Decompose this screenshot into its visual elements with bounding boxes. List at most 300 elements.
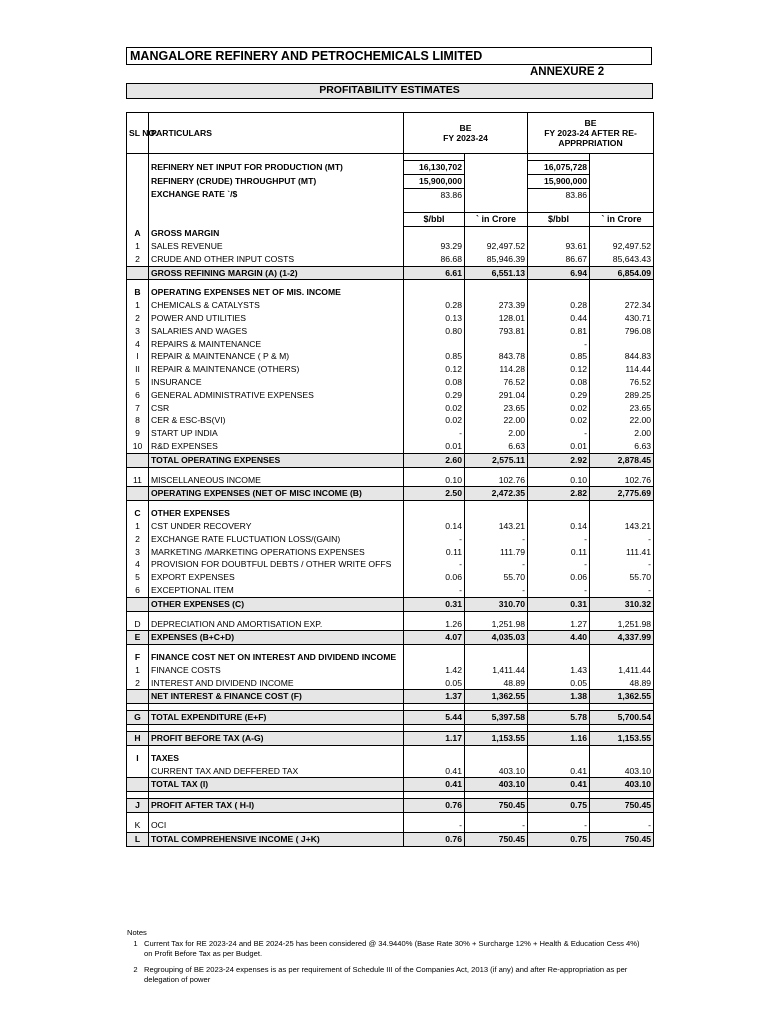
row-be-bbl: 0.80	[445, 325, 462, 336]
table-row	[127, 325, 654, 338]
row-be-bbl	[404, 651, 465, 664]
row-label: SALES REVENUE	[149, 240, 404, 253]
row-sl: 4	[127, 558, 149, 571]
row-re-bbl: 93.61	[565, 240, 588, 251]
row-be-bbl: 0.29	[445, 389, 462, 400]
row-sl: E	[127, 631, 149, 645]
table-body	[127, 113, 654, 847]
row-sl	[127, 266, 149, 280]
row-re-bbl: 0.29	[570, 389, 588, 400]
row-be-bbl: 1.37	[404, 690, 465, 704]
row-re-crore: 1,153.55	[590, 732, 654, 746]
row-re-bbl: 0.08	[570, 376, 588, 387]
row-re-bbl: 0.06	[570, 572, 588, 583]
company-name: MANGALORE REFINERY AND PETROCHEMICALS LIMITED	[126, 47, 652, 65]
row-re-crore: 403.10	[590, 778, 654, 792]
row-be-bbl: 1.17	[404, 732, 465, 746]
row-re-bbl: 86.67	[565, 253, 588, 264]
row-be-bbl: -	[459, 559, 462, 570]
row-label: MISCELLANEOUS INCOME	[149, 474, 404, 487]
row-be-bbl: 0.02	[445, 415, 462, 426]
note-number: 2	[133, 965, 138, 974]
row-be-bbl: 0.14	[445, 520, 462, 531]
row-re-crore: 92,497.52	[590, 240, 654, 253]
input-be: 83.86	[404, 188, 465, 201]
row-re-bbl: -	[584, 584, 588, 595]
spacer-row	[127, 725, 654, 732]
row-re-bbl: 0.41	[528, 778, 590, 792]
unit-bbl-be: $/bbl	[404, 213, 465, 227]
row-re-crore: -	[590, 558, 654, 571]
row-sl: D	[127, 618, 149, 631]
row-re-crore: -	[590, 819, 654, 832]
row-re-crore	[590, 752, 654, 765]
row-re-bbl: 4.40	[528, 631, 590, 645]
col-be-line2: FY 2023-24	[443, 133, 488, 143]
row-re-bbl	[528, 752, 590, 765]
row-be-bbl: 0.41	[404, 778, 465, 792]
row-re-bbl: -	[584, 533, 588, 544]
total-row	[127, 711, 654, 725]
row-re-bbl: 0.41	[570, 765, 588, 776]
row-label: OTHER EXPENSES (C)	[149, 597, 404, 611]
table-row	[127, 414, 654, 427]
row-label: START UP INDIA	[149, 427, 404, 440]
row-re-bbl: -	[584, 820, 588, 831]
row-be-crore: 843.78	[465, 350, 528, 363]
row-be-crore: 403.10	[465, 765, 528, 778]
row-re-crore	[590, 507, 654, 520]
row-re-crore: 76.52	[590, 376, 654, 389]
row-be-bbl: 86.68	[440, 253, 462, 264]
row-label: TAXES	[149, 752, 404, 765]
row-re-crore	[590, 227, 654, 240]
note-text: Regrouping of BE 2023-24 expenses is as per requirement of Schedule III of the Companies Act, 2013 (if any) and after Re-appropriation as per delegation of power	[144, 965, 628, 984]
row-be-bbl: 0.08	[445, 376, 462, 387]
row-be-bbl: 1.42	[445, 664, 462, 675]
row-label: OCI	[149, 819, 404, 832]
row-label: REPAIRS & MAINTENANCE	[149, 338, 404, 351]
row-sl	[127, 690, 149, 704]
total-row	[127, 732, 654, 746]
row-sl: 1	[127, 240, 149, 253]
row-re-bbl: 0.81	[570, 325, 588, 336]
row-sl: 7	[127, 402, 149, 415]
col-re-line2: FY 2023-24 AFTER RE-APPRPRIATION	[544, 128, 637, 148]
row-sl: 1	[127, 299, 149, 312]
row-re-bbl: -	[584, 428, 588, 439]
section-row	[127, 752, 654, 765]
row-label: TOTAL COMPREHENSIVE INCOME ( J+K)	[149, 832, 404, 846]
row-sl: I	[127, 752, 149, 765]
row-label: DEPRECIATION AND AMORTISATION EXP.	[149, 618, 404, 631]
row-be-crore: 5,397.58	[465, 711, 528, 725]
row-be-crore: 403.10	[465, 778, 528, 792]
row-sl: 8	[127, 414, 149, 427]
table-row	[127, 546, 654, 559]
row-re-bbl: 1.16	[528, 732, 590, 746]
row-be-bbl: 0.76	[404, 832, 465, 846]
row-sl: 5	[127, 571, 149, 584]
row-label: TOTAL EXPENDITURE (E+F)	[149, 711, 404, 725]
row-re-crore: 111.41	[590, 546, 654, 559]
table-row	[127, 765, 654, 778]
note-item	[127, 939, 647, 959]
total-row	[127, 266, 654, 280]
row-be-crore	[465, 338, 528, 351]
row-be-bbl: -	[459, 428, 462, 439]
row-be-crore	[465, 752, 528, 765]
row-be-crore	[465, 286, 528, 299]
row-be-crore: 102.76	[465, 474, 528, 487]
row-re-bbl	[528, 507, 590, 520]
input-row	[127, 174, 654, 188]
table-row	[127, 571, 654, 584]
unit-crore-re: ` in Crore	[590, 213, 654, 227]
spacer-row	[127, 704, 654, 711]
row-be-crore: 2.00	[465, 427, 528, 440]
row-sl	[127, 453, 149, 467]
table-row	[127, 677, 654, 690]
row-label: GROSS MARGIN	[149, 227, 404, 240]
note-number: 1	[133, 939, 138, 948]
row-sl: B	[127, 286, 149, 299]
section-row	[127, 651, 654, 664]
row-re-crore: 289.25	[590, 389, 654, 402]
row-re-bbl: -	[584, 338, 588, 349]
total-row	[127, 487, 654, 501]
row-label: CHEMICALS & CATALYSTS	[149, 299, 404, 312]
notes-heading: Notes	[127, 928, 147, 937]
table-row	[127, 376, 654, 389]
row-be-crore: 793.81	[465, 325, 528, 338]
input-be: 15,900,000	[404, 174, 465, 188]
row-be-crore	[465, 227, 528, 240]
row-be-bbl: 0.41	[445, 765, 462, 776]
row-sl: 1	[127, 520, 149, 533]
table-row	[127, 389, 654, 402]
row-be-crore: 22.00	[465, 414, 528, 427]
row-re-crore	[590, 286, 654, 299]
row-re-crore: -	[590, 584, 654, 597]
row-re-crore: 403.10	[590, 765, 654, 778]
row-label: CRUDE AND OTHER INPUT COSTS	[149, 253, 404, 266]
input-label: REFINERY (CRUDE) THROUGHPUT (MT)	[149, 174, 404, 188]
row-label: R&D EXPENSES	[149, 440, 404, 453]
row-re-crore: 2,878.45	[590, 453, 654, 467]
row-re-crore: 1,251.98	[590, 618, 654, 631]
row-be-crore: 2,472.35	[465, 487, 528, 501]
row-be-bbl: 5.44	[404, 711, 465, 725]
row-re-crore: 430.71	[590, 312, 654, 325]
row-be-bbl	[404, 752, 465, 765]
row-label: EXPENSES (B+C+D)	[149, 631, 404, 645]
row-re-bbl: 1.43	[570, 664, 588, 675]
input-re: 83.86	[565, 189, 588, 200]
table-row	[127, 363, 654, 376]
row-label: INSURANCE	[149, 376, 404, 389]
row-sl: F	[127, 651, 149, 664]
section-row	[127, 507, 654, 520]
total-row	[127, 453, 654, 467]
total-row	[127, 799, 654, 813]
row-be-crore: 111.79	[465, 546, 528, 559]
row-be-crore: 55.70	[465, 571, 528, 584]
row-re-crore: -	[590, 533, 654, 546]
row-re-crore	[590, 338, 654, 351]
row-be-crore: 1,362.55	[465, 690, 528, 704]
row-be-crore: -	[465, 558, 528, 571]
row-sl: 2	[127, 253, 149, 266]
unit-bbl-re: $/bbl	[528, 213, 590, 227]
row-be-crore: 128.01	[465, 312, 528, 325]
row-re-crore: 2.00	[590, 427, 654, 440]
profitability-table	[126, 112, 654, 847]
row-sl: I	[127, 350, 149, 363]
row-re-bbl: 0.44	[570, 312, 588, 323]
row-be-bbl	[404, 507, 465, 520]
row-label: POWER AND UTILITIES	[149, 312, 404, 325]
row-be-bbl: 93.29	[440, 240, 462, 251]
row-re-bbl: 0.28	[570, 300, 588, 311]
row-sl: L	[127, 832, 149, 846]
row-re-crore: 1,362.55	[590, 690, 654, 704]
row-re-crore: 48.89	[590, 677, 654, 690]
row-sl: H	[127, 732, 149, 746]
row-sl: 3	[127, 546, 149, 559]
row-sl: G	[127, 711, 149, 725]
row-sl: 9	[127, 427, 149, 440]
row-label: MARKETING /MARKETING OPERATIONS EXPENSES	[149, 546, 404, 559]
row-label: EXPORT EXPENSES	[149, 571, 404, 584]
row-be-crore: -	[465, 819, 528, 832]
row-sl: 11	[127, 474, 149, 487]
row-re-crore: 1,411.44	[590, 664, 654, 677]
row-be-crore: 750.45	[465, 799, 528, 813]
row-be-bbl: -	[459, 820, 462, 831]
total-row	[127, 778, 654, 792]
col-be-line1: BE	[459, 123, 472, 133]
total-row	[127, 832, 654, 846]
row-re-bbl: 2.92	[528, 453, 590, 467]
row-be-crore: 1,251.98	[465, 618, 528, 631]
table-row	[127, 338, 654, 351]
row-sl: K	[127, 819, 149, 832]
row-re-bbl: 0.14	[570, 520, 588, 531]
row-sl: 3	[127, 325, 149, 338]
row-label: PROVISION FOR DOUBTFUL DEBTS / OTHER WRITE OFFS	[149, 558, 404, 571]
row-re-crore: 2,775.69	[590, 487, 654, 501]
table-row	[127, 474, 654, 487]
table-row	[127, 819, 654, 832]
row-be-crore: 750.45	[465, 832, 528, 846]
table-row	[127, 299, 654, 312]
input-re: 16,075,728	[528, 161, 590, 175]
row-be-crore: 23.65	[465, 402, 528, 415]
table-row	[127, 520, 654, 533]
table-row	[127, 253, 654, 266]
row-sl: 2	[127, 677, 149, 690]
row-re-crore: 750.45	[590, 832, 654, 846]
row-re-bbl	[528, 651, 590, 664]
row-re-crore: 85,643.43	[590, 253, 654, 266]
row-re-crore: 796.08	[590, 325, 654, 338]
table-row	[127, 427, 654, 440]
row-re-bbl	[528, 286, 590, 299]
input-row	[127, 161, 654, 175]
row-be-bbl: 0.11	[445, 546, 462, 557]
unit-crore-be: ` in Crore	[465, 213, 528, 227]
row-label: OTHER EXPENSES	[149, 507, 404, 520]
row-sl: 1	[127, 664, 149, 677]
header-row	[127, 113, 654, 154]
table-row	[127, 584, 654, 597]
row-re-crore: 272.34	[590, 299, 654, 312]
row-label: CSR	[149, 402, 404, 415]
total-row	[127, 597, 654, 611]
spacer-row	[127, 201, 654, 213]
row-label: REPAIR & MAINTENANCE (OTHERS)	[149, 363, 404, 376]
row-sl: 6	[127, 584, 149, 597]
row-be-bbl: 0.85	[445, 351, 462, 362]
row-label: EXCHANGE RATE FLUCTUATION LOSS/(GAIN)	[149, 533, 404, 546]
table-row	[127, 558, 654, 571]
row-be-crore: 143.21	[465, 520, 528, 533]
row-re-bbl: 2.82	[528, 487, 590, 501]
row-re-crore: 4,337.99	[590, 631, 654, 645]
row-re-bbl: 0.05	[570, 677, 588, 688]
row-sl	[127, 778, 149, 792]
input-row	[127, 188, 654, 201]
row-label: REPAIR & MAINTENANCE ( P & M)	[149, 350, 404, 363]
total-row	[127, 690, 654, 704]
row-re-bbl: 0.10	[570, 474, 588, 485]
row-re-bbl: 0.85	[570, 351, 588, 362]
row-be-bbl: 0.31	[404, 597, 465, 611]
row-label: EXCEPTIONAL ITEM	[149, 584, 404, 597]
spacer-row	[127, 792, 654, 799]
row-sl: 2	[127, 533, 149, 546]
col-be	[404, 113, 528, 154]
row-label: NET INTEREST & FINANCE COST (F)	[149, 690, 404, 704]
row-be-crore: 6.63	[465, 440, 528, 453]
row-label: OPERATING EXPENSES (NET OF MISC INCOME (B)	[149, 487, 404, 501]
row-sl: 5	[127, 376, 149, 389]
row-be-bbl: 0.28	[445, 300, 462, 311]
row-re-bbl: 1.27	[570, 618, 588, 629]
row-be-crore: -	[465, 533, 528, 546]
row-re-bbl: 6.94	[528, 266, 590, 280]
row-re-bbl: 0.02	[570, 402, 588, 413]
row-be-crore: 76.52	[465, 376, 528, 389]
row-re-crore: 750.45	[590, 799, 654, 813]
row-be-bbl: 0.12	[445, 364, 462, 375]
row-be-bbl: -	[459, 533, 462, 544]
row-re-crore: 5,700.54	[590, 711, 654, 725]
table-row	[127, 350, 654, 363]
row-label: GENERAL ADMINISTRATIVE EXPENSES	[149, 389, 404, 402]
row-label: TOTAL TAX (I)	[149, 778, 404, 792]
table-row	[127, 240, 654, 253]
table-row	[127, 533, 654, 546]
row-be-bbl: 4.07	[404, 631, 465, 645]
col-re	[528, 113, 654, 154]
input-re: 15,900,000	[528, 174, 590, 188]
row-be-crore: 6,551.13	[465, 266, 528, 280]
row-re-crore: 6.63	[590, 440, 654, 453]
row-re-crore: 310.32	[590, 597, 654, 611]
row-label: OPERATING EXPENSES NET OF MIS. INCOME	[149, 286, 404, 299]
section-row	[127, 286, 654, 299]
row-be-bbl: 0.76	[404, 799, 465, 813]
row-be-bbl	[404, 227, 465, 240]
row-be-crore: 48.89	[465, 677, 528, 690]
row-be-crore: 114.28	[465, 363, 528, 376]
row-be-bbl: 0.10	[445, 474, 462, 485]
unit-row	[127, 213, 654, 227]
table-row	[127, 440, 654, 453]
row-re-bbl	[528, 227, 590, 240]
row-be-crore: 4,035.03	[465, 631, 528, 645]
row-re-crore: 114.44	[590, 363, 654, 376]
row-sl	[127, 487, 149, 501]
row-label: CER & ESC-BS(VI)	[149, 414, 404, 427]
total-row	[127, 631, 654, 645]
table-row	[127, 312, 654, 325]
input-label: EXCHANGE RATE `/$	[149, 188, 404, 201]
section-row	[127, 227, 654, 240]
row-be-bbl: 0.02	[445, 402, 462, 413]
row-be-crore: 85,946.39	[465, 253, 528, 266]
table-row	[127, 402, 654, 415]
row-sl: 2	[127, 312, 149, 325]
row-re-bbl: 1.38	[528, 690, 590, 704]
row-sl: J	[127, 799, 149, 813]
notes-section	[127, 928, 647, 985]
input-be: 16,130,702	[404, 161, 465, 175]
row-be-crore: 273.39	[465, 299, 528, 312]
row-label: FINANCE COST NET ON INTEREST AND DIVIDEND INCOME	[149, 651, 404, 664]
row-re-crore: 143.21	[590, 520, 654, 533]
row-re-bbl: 0.75	[528, 832, 590, 846]
row-re-bbl: 5.78	[528, 711, 590, 725]
row-be-bbl: 0.01	[445, 440, 462, 451]
row-sl: C	[127, 507, 149, 520]
row-label: GROSS REFINING MARGIN (A) (1-2)	[149, 266, 404, 280]
row-label: CURRENT TAX AND DEFFERED TAX	[149, 765, 404, 778]
row-sl	[127, 765, 149, 778]
row-be-crore	[465, 507, 528, 520]
note-item	[127, 965, 647, 985]
row-sl: 4	[127, 338, 149, 351]
row-re-crore: 23.65	[590, 402, 654, 415]
col-sl-no: SL NO.	[127, 113, 149, 154]
col-particulars: PARTICULARS	[149, 113, 404, 154]
row-re-crore: 6,854.09	[590, 266, 654, 280]
row-be-bbl: 0.06	[445, 572, 462, 583]
row-be-crore: 2,575.11	[465, 453, 528, 467]
annexure-label: ANNEXURE 2	[530, 66, 605, 78]
row-be-bbl: -	[459, 584, 462, 595]
row-sl: A	[127, 227, 149, 240]
row-label: PROFIT AFTER TAX ( H-I)	[149, 799, 404, 813]
row-re-crore: 22.00	[590, 414, 654, 427]
row-re-crore: 844.83	[590, 350, 654, 363]
row-re-crore: 102.76	[590, 474, 654, 487]
row-be-bbl: 1.26	[445, 618, 462, 629]
row-sl	[127, 597, 149, 611]
row-re-bbl: 0.02	[570, 415, 588, 426]
